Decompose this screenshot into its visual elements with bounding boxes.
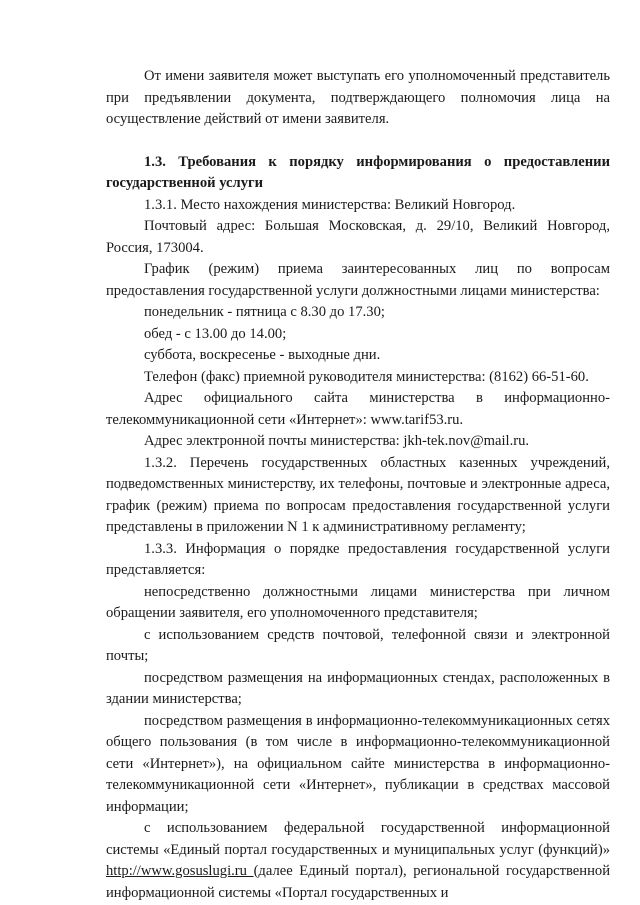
section-heading-1-3: 1.3. Требования к порядку информирования о предоставлении государственной услуги xyxy=(106,153,610,191)
list-item-internet: посредством размещения в информационно-телекоммуникационных сетях общего пользования (в том числе в информационно-телекоммуникационной сети «Интернет»), на официальном сайте министерства в информационно-телекоммуникационной сети «Интернет», публикации в средствах массовой информации; xyxy=(106,712,610,815)
schedule-weekend: суббота, воскресенье - выходные дни. xyxy=(144,347,381,363)
list-item-stands: посредством размещения на информационных стендах, расположенных в здании министерства; xyxy=(106,669,610,707)
paragraph-postal-address: Почтовый адрес: Большая Московская, д. 29/10, Великий Новгород, Россия, 173004. xyxy=(106,218,610,256)
portal-text-before: с использованием федеральной государственной информационной системы «Единый портал государственных и муниципальных услуг (функций)» xyxy=(106,820,610,858)
paragraph-representative: От имени заявителя может выступать его уполномоченный представитель при предъявлении документа, подтверждающего полномочия лица на осуществление действий от имени заявителя. xyxy=(106,68,610,127)
schedule-weekdays: понедельник - пятница с 8.30 до 17.30; xyxy=(144,304,385,320)
paragraph-1-3-3: 1.3.3. Информация о порядке предоставления государственной услуги представляется: xyxy=(106,540,610,578)
paragraph-phone: Телефон (факс) приемной руководителя министерства: (8162) 66-51-60. xyxy=(144,368,589,385)
list-item-in-person: непосредственно должностными лицами министерства при личном обращении заявителя, его уполномоченного представителя; xyxy=(106,583,610,621)
schedule-lunch: обед - с 13.00 до 14.00; xyxy=(144,325,287,342)
paragraph-location: 1.3.1. Место нахождения министерства: Великий Новгород. xyxy=(144,196,516,213)
paragraph-schedule-intro: График (режим) приема заинтересованных лиц по вопросам предоставления государственной услуги должностными лицами министерства: xyxy=(106,261,610,299)
paragraph-website: Адрес официального сайта министерства в информационно-телекоммуникационной сети «Интернет»: www.tarif53.ru. xyxy=(106,390,610,428)
paragraph-1-3-2: 1.3.2. Перечень государственных областных казенных учреждений, подведомственных министерству, их телефоны, почтовые и электронные адреса, график (режим) приема по вопросам предоставления государственной услуги представлены в приложении N 1 к административному регламенту; xyxy=(106,454,610,535)
gosuslugi-link[interactable]: http://www.gosuslugi.ru xyxy=(106,863,254,879)
paragraph-email: Адрес электронной почты министерства: jkh-tek.nov@mail.ru. xyxy=(144,433,530,449)
portal-text-after: (далее Единый портал), региональной государственной информационной системы «Портал государственных и xyxy=(106,863,611,901)
list-item-portal xyxy=(106,818,610,904)
list-item-post-phone-email: с использованием средств почтовой, телефонной связи и электронной почты; xyxy=(106,626,610,664)
